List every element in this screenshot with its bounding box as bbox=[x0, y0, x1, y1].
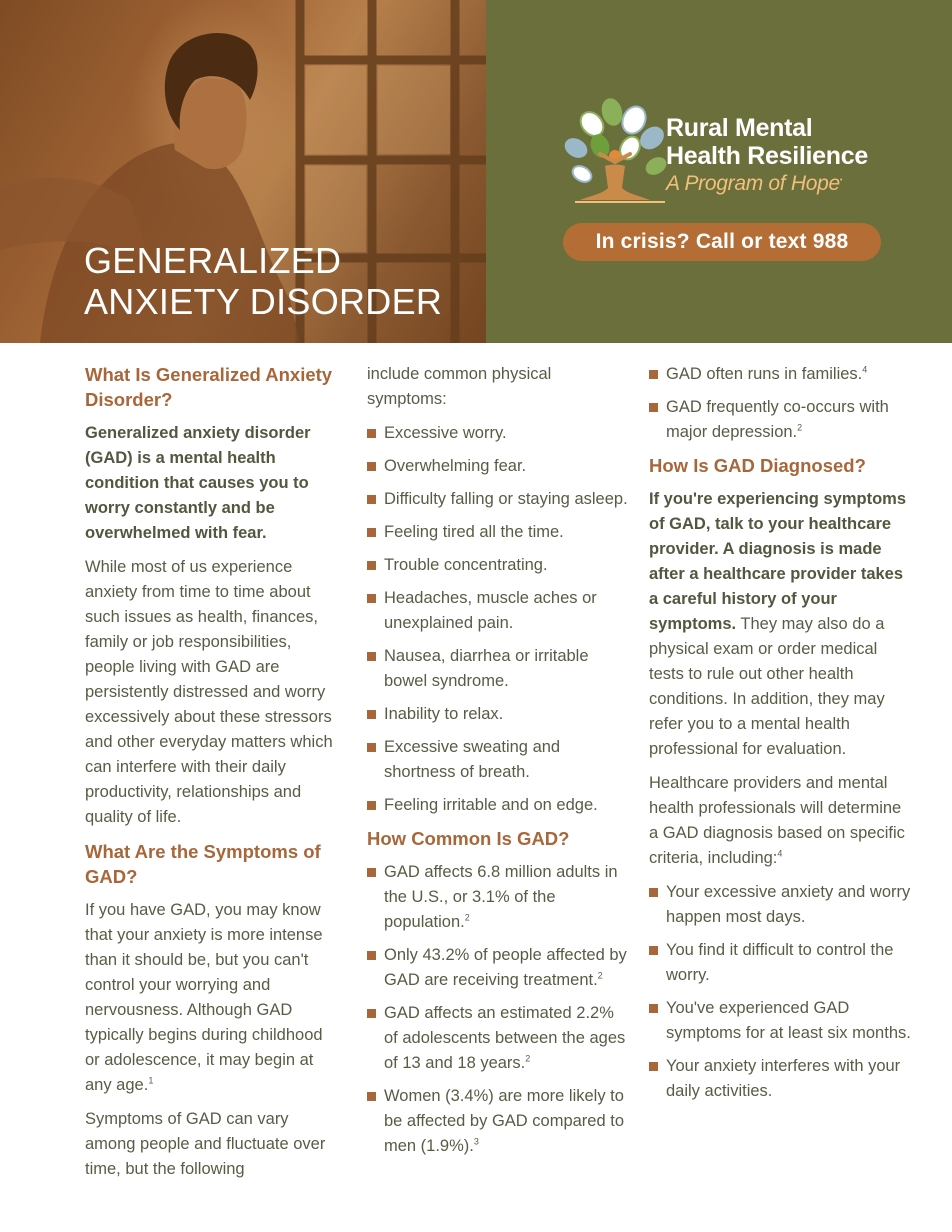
symptoms-intro: Symptoms of GAD can vary among people and fluctuate over time, but the following bbox=[85, 1110, 326, 1178]
hero-photo bbox=[0, 0, 486, 343]
page-title-line-1: GENERALIZED bbox=[84, 240, 342, 281]
list-item bbox=[367, 943, 629, 993]
stat-text: GAD frequently co-occurs with major depression. bbox=[666, 398, 889, 441]
org-tagline: A Program of Hope bbox=[666, 172, 840, 195]
list-item bbox=[367, 1001, 629, 1076]
stat-text: Only 43.2% of people affected by GAD are receiving treatment. bbox=[384, 946, 627, 989]
heading-symptoms: What Are the Symptoms of GAD? bbox=[85, 841, 321, 887]
list-item: Trouble concentrating. bbox=[367, 553, 629, 578]
diagnosis-lead: If you're experiencing symptoms of GAD, talk to your healthcare provider. A diagnosis is made after a healthcare provider takes a careful history of your symptoms. bbox=[649, 490, 906, 633]
symptoms-list bbox=[367, 421, 629, 818]
symptoms-paragraph-text: If you have GAD, you may know that your anxiety is more intense than it should be, but you can't control your worrying and nervousness. Although GAD typically begins during childhood or adolescence, it may begin at any age. bbox=[85, 901, 323, 1094]
list-item bbox=[367, 860, 629, 935]
footnote-ref: 1 bbox=[148, 1075, 154, 1086]
footnote-ref: 2 bbox=[525, 1053, 531, 1064]
list-item: You find it difficult to control the worry. bbox=[649, 938, 911, 988]
page-title bbox=[84, 240, 442, 322]
org-name-line-2: Health Resilience bbox=[666, 142, 868, 170]
criteria-intro bbox=[649, 771, 911, 871]
heading-diagnosis: How Is GAD Diagnosed? bbox=[649, 455, 866, 476]
stat-text: GAD often runs in families. bbox=[666, 365, 863, 383]
statistics-list bbox=[367, 860, 629, 1159]
list-item: Your anxiety interferes with your daily activities. bbox=[649, 1054, 911, 1104]
footnote-ref: 2 bbox=[597, 970, 603, 981]
list-item bbox=[649, 395, 911, 445]
list-item: You've experienced GAD symptoms for at least six months. bbox=[649, 996, 911, 1046]
column-1 bbox=[85, 362, 337, 1191]
list-item: Nausea, diarrhea or irritable bowel syndrome. bbox=[367, 644, 629, 694]
footnote-ref: 3 bbox=[473, 1136, 479, 1147]
column-3 bbox=[649, 362, 911, 1112]
org-tagline-mark: • bbox=[839, 177, 843, 184]
heading-what-is-gad: What Is Generalized Anxiety Disorder? bbox=[85, 364, 333, 410]
stat-text: GAD affects 6.8 million adults in the U.S., or 3.1% of the population. bbox=[384, 863, 618, 931]
criteria-intro-text: Healthcare providers and mental health professionals will determine a GAD diagnosis based on specific criteria, including: bbox=[649, 774, 905, 867]
header bbox=[0, 0, 952, 343]
intro-paragraph: While most of us experience anxiety from time to time about such issues as health, finances, family or job responsibilities, people living with GAD are persistently distressed and worry excessively about these stressors and other everyday matters which can interfere with their daily productivity, relationships and quality of life. bbox=[85, 558, 333, 826]
statistics-list-continued bbox=[649, 362, 911, 445]
heading-how-common: How Common Is GAD? bbox=[367, 828, 570, 849]
criteria-list bbox=[649, 880, 911, 1104]
crisis-hotline-banner: In crisis? Call or text 988 bbox=[563, 223, 881, 261]
symptoms-paragraph bbox=[85, 898, 337, 1098]
stat-text: GAD affects an estimated 2.2% of adolescents between the ages of 13 and 18 years. bbox=[384, 1004, 626, 1072]
list-item bbox=[649, 362, 911, 387]
list-item bbox=[367, 1084, 629, 1159]
list-item: Overwhelming fear. bbox=[367, 454, 629, 479]
footnote-ref: 2 bbox=[464, 912, 470, 923]
list-item: Excessive sweating and shortness of breath. bbox=[367, 735, 629, 785]
intro-lead: Generalized anxiety disorder (GAD) is a mental health condition that causes you to worry constantly and be overwhelmed with fear. bbox=[85, 424, 311, 542]
organization-name bbox=[666, 114, 868, 198]
column-2 bbox=[367, 362, 629, 1167]
footnote-ref: 4 bbox=[862, 364, 868, 375]
list-item: Feeling tired all the time. bbox=[367, 520, 629, 545]
list-item: Difficulty falling or staying asleep. bbox=[367, 487, 629, 512]
list-item: Your excessive anxiety and worry happen most days. bbox=[649, 880, 911, 930]
org-name-line-1: Rural Mental bbox=[666, 114, 813, 142]
footnote-ref: 2 bbox=[797, 422, 803, 433]
footnote-ref: 4 bbox=[777, 848, 783, 859]
list-item: Excessive worry. bbox=[367, 421, 629, 446]
diagnosis-paragraph bbox=[649, 487, 911, 762]
list-item: Headaches, muscle aches or unexplained pain. bbox=[367, 586, 629, 636]
list-item: Feeling irritable and on edge. bbox=[367, 793, 629, 818]
stat-text: Women (3.4%) are more likely to be affected by GAD compared to men (1.9%). bbox=[384, 1087, 624, 1155]
symptoms-intro-continued: include common physical symptoms: bbox=[367, 365, 552, 408]
tree-of-life-logo-icon bbox=[560, 96, 680, 208]
list-item: Inability to relax. bbox=[367, 702, 629, 727]
page-title-line-2: ANXIETY DISORDER bbox=[84, 281, 443, 322]
diagnosis-text: They may also do a physical exam or order medical tests to rule out other health conditions. In addition, they may refer you to a mental health professional for evaluation. bbox=[649, 615, 885, 758]
org-tagline-row bbox=[666, 170, 868, 198]
